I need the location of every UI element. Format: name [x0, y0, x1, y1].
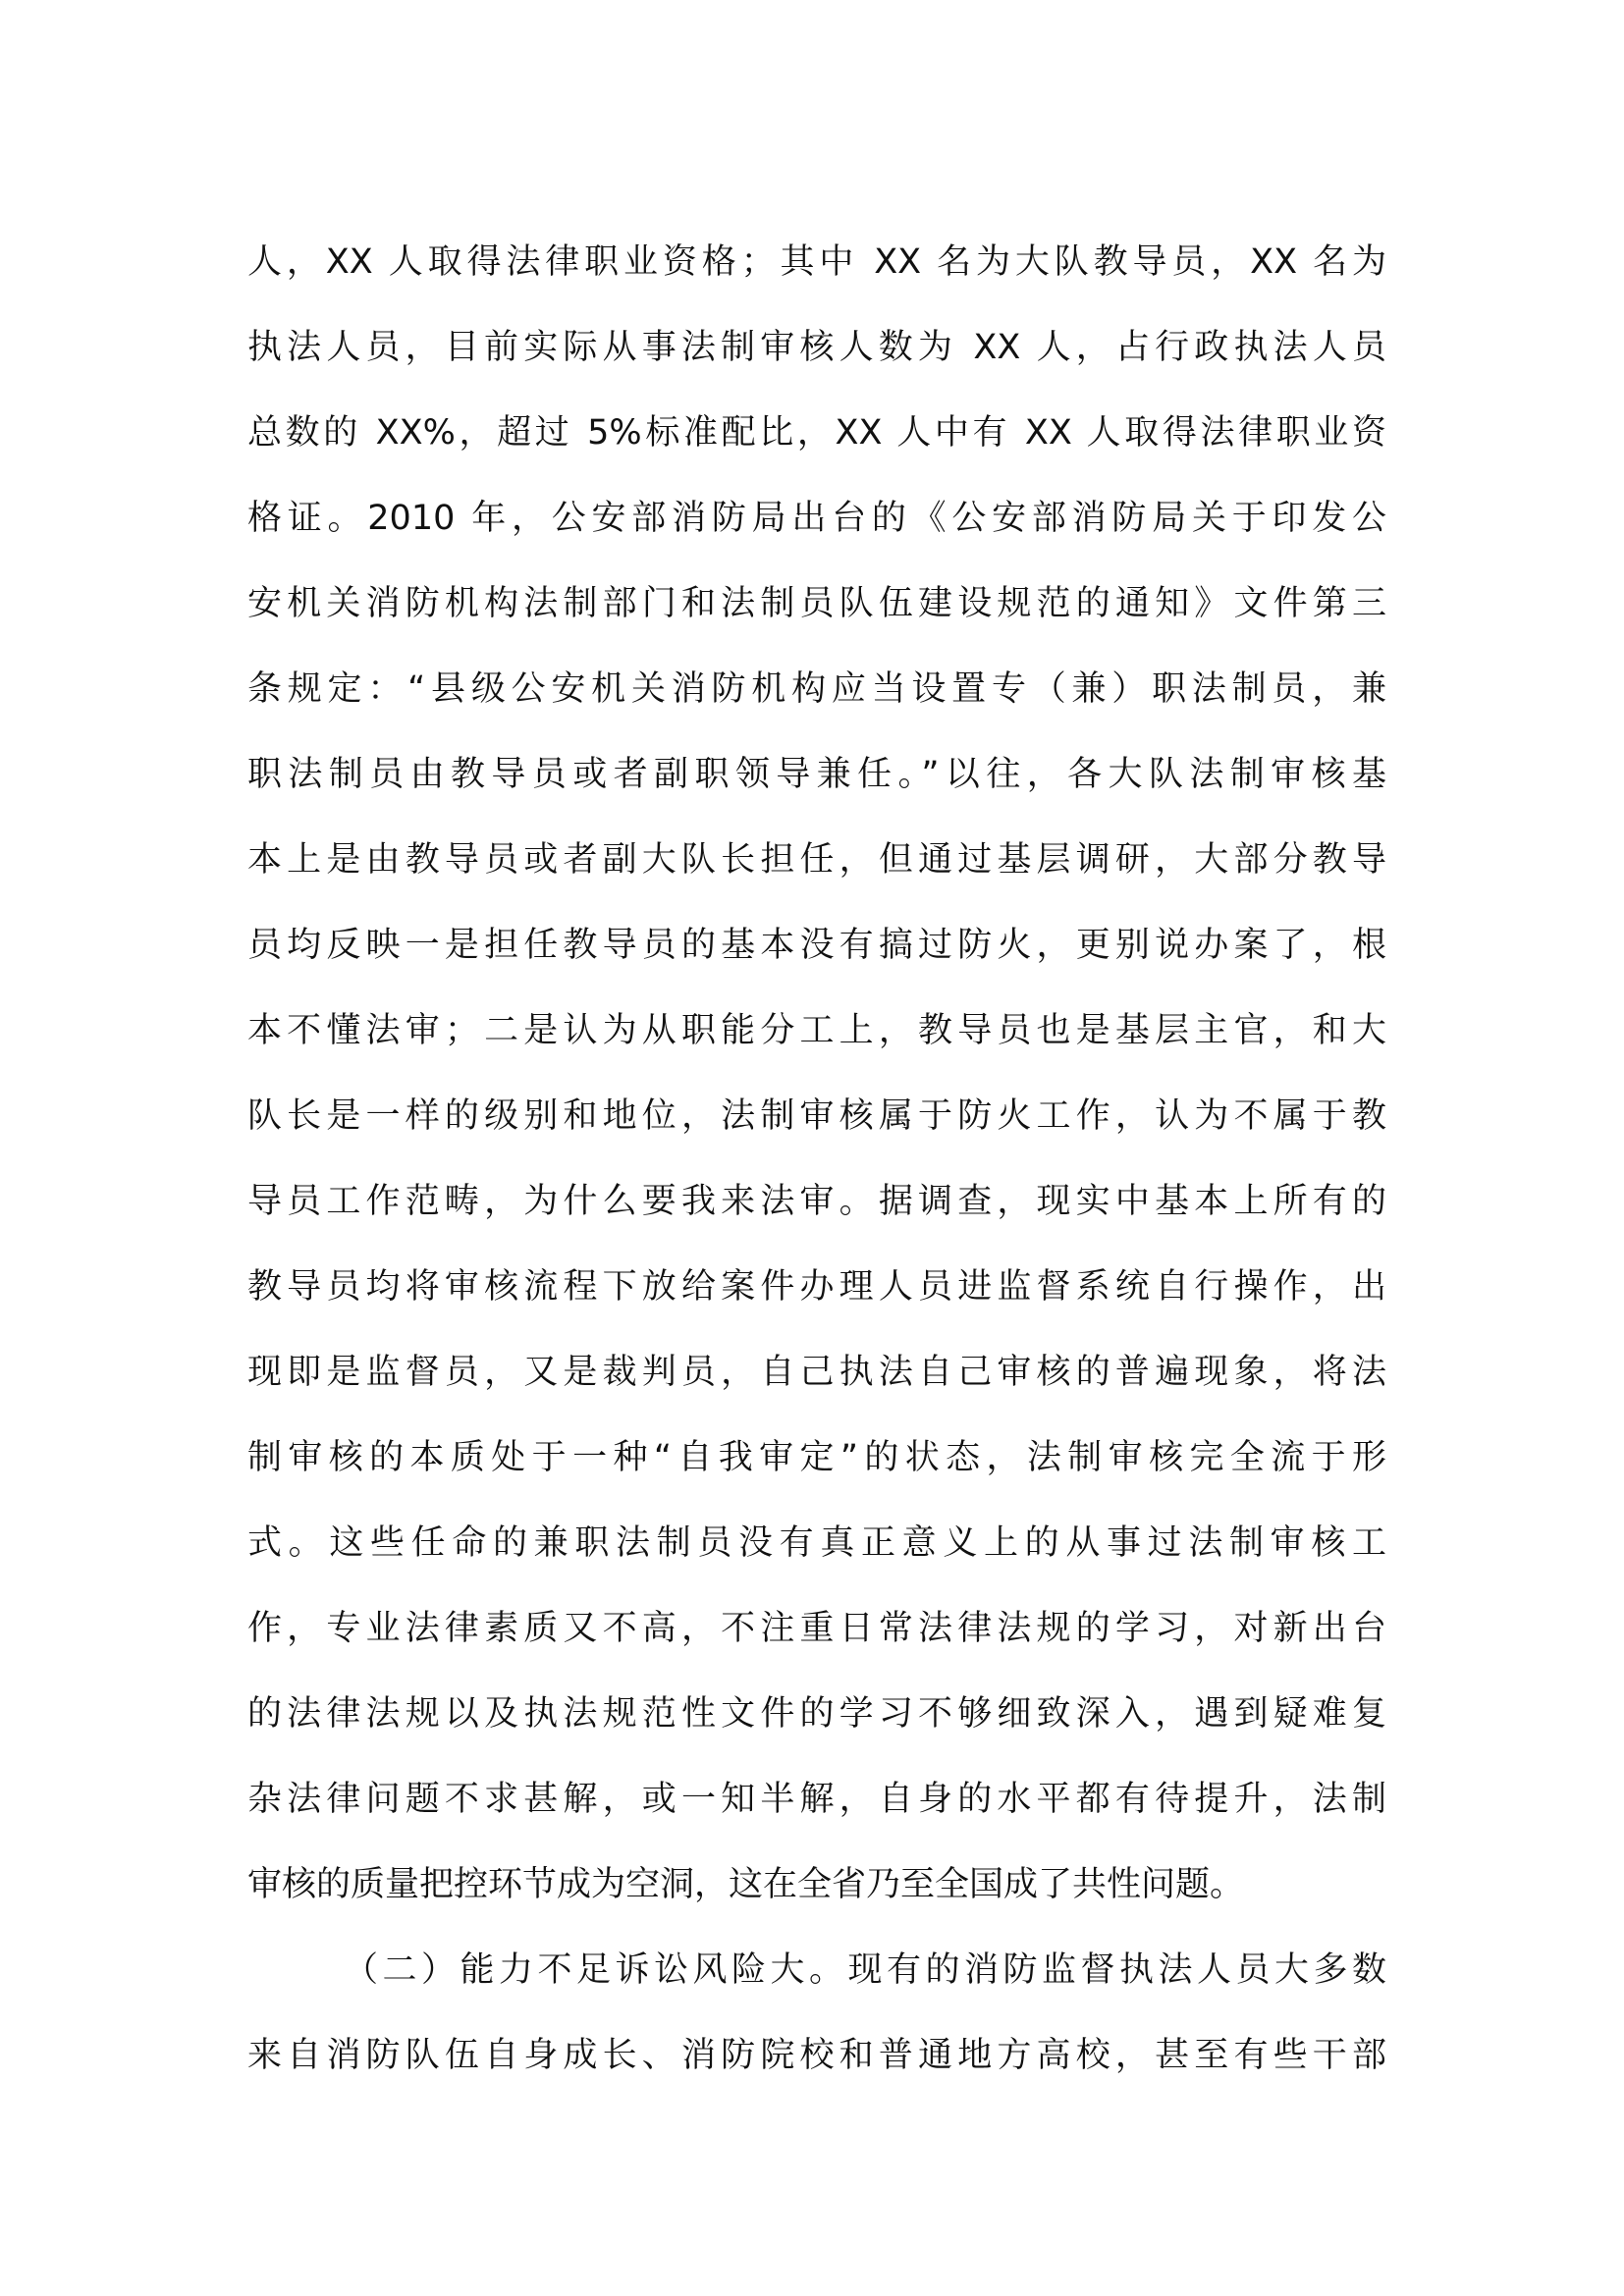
paragraph-2	[247, 1928, 1386, 2099]
text-line: 作，专业法律素质又不高，不注重日常法律法规的学习，对新出台	[247, 1609, 1386, 1648]
text-line: 式。这些任命的兼职法制员没有真正意义上的从事过法制审核工	[247, 1523, 1386, 1563]
text-line: 来自消防队伍自身成长、消防院校和普通地方高校，甚至有些干部	[247, 2036, 1386, 2075]
text-line: 制审核的本质处于一种“自我审定”的状态，法制审核完全流于形	[247, 1438, 1386, 1477]
text-line: 格证。2010 年，公安部消防局出台的《公安部消防局关于印发公	[247, 499, 1386, 538]
document-page	[247, 220, 1386, 2099]
text-line: 的法律法规以及执法规范性文件的学习不够细致深入，遇到疑难复	[247, 1694, 1386, 1734]
text-line: 审核的质量把控环节成为空洞，这在全省乃至全国成了共性问题。	[247, 1865, 1245, 1904]
text-line: 职法制员由教导员或者副职领导兼任。”以往，各大队法制审核基	[247, 755, 1386, 794]
text-line: 现即是监督员，又是裁判员，自己执法自己审核的普遍现象，将法	[247, 1353, 1386, 1392]
text-line: 杂法律问题不求甚解，或一知半解，自身的水平都有待提升，法制	[247, 1780, 1386, 1819]
text-line: （二）能力不足诉讼风险大。现有的消防监督执法人员大多数	[344, 1950, 1386, 1990]
paragraph-1	[247, 220, 1386, 1928]
text-line: 队长是一样的级别和地位，法制审核属于防火工作，认为不属于教	[247, 1096, 1386, 1136]
text-line: 本不懂法审；二是认为从职能分工上，教导员也是基层主官，和大	[247, 1011, 1386, 1050]
text-line: 执法人员，目前实际从事法制审核人数为 XX 人，占行政执法人员	[247, 328, 1386, 367]
text-line: 教导员均将审核流程下放给案件办理人员进监督系统自行操作，出	[247, 1267, 1386, 1307]
text-line: 导员工作范畴，为什么要我来法审。据调查，现实中基本上所有的	[247, 1182, 1386, 1221]
text-line: 本上是由教导员或者副大队长担任，但通过基层调研，大部分教导	[247, 840, 1386, 880]
text-line: 条规定：“县级公安机关消防机构应当设置专（兼）职法制员，兼	[247, 669, 1386, 709]
text-line: 人，XX 人取得法律职业资格；其中 XX 名为大队教导员，XX 名为	[247, 242, 1386, 282]
text-line: 安机关消防机构法制部门和法制员队伍建设规范的通知》文件第三	[247, 584, 1386, 623]
text-line: 员均反映一是担任教导员的基本没有搞过防火，更别说办案了，根	[247, 926, 1386, 965]
text-line: 总数的 XX%，超过 5%标准配比，XX 人中有 XX 人取得法律职业资	[247, 413, 1386, 453]
